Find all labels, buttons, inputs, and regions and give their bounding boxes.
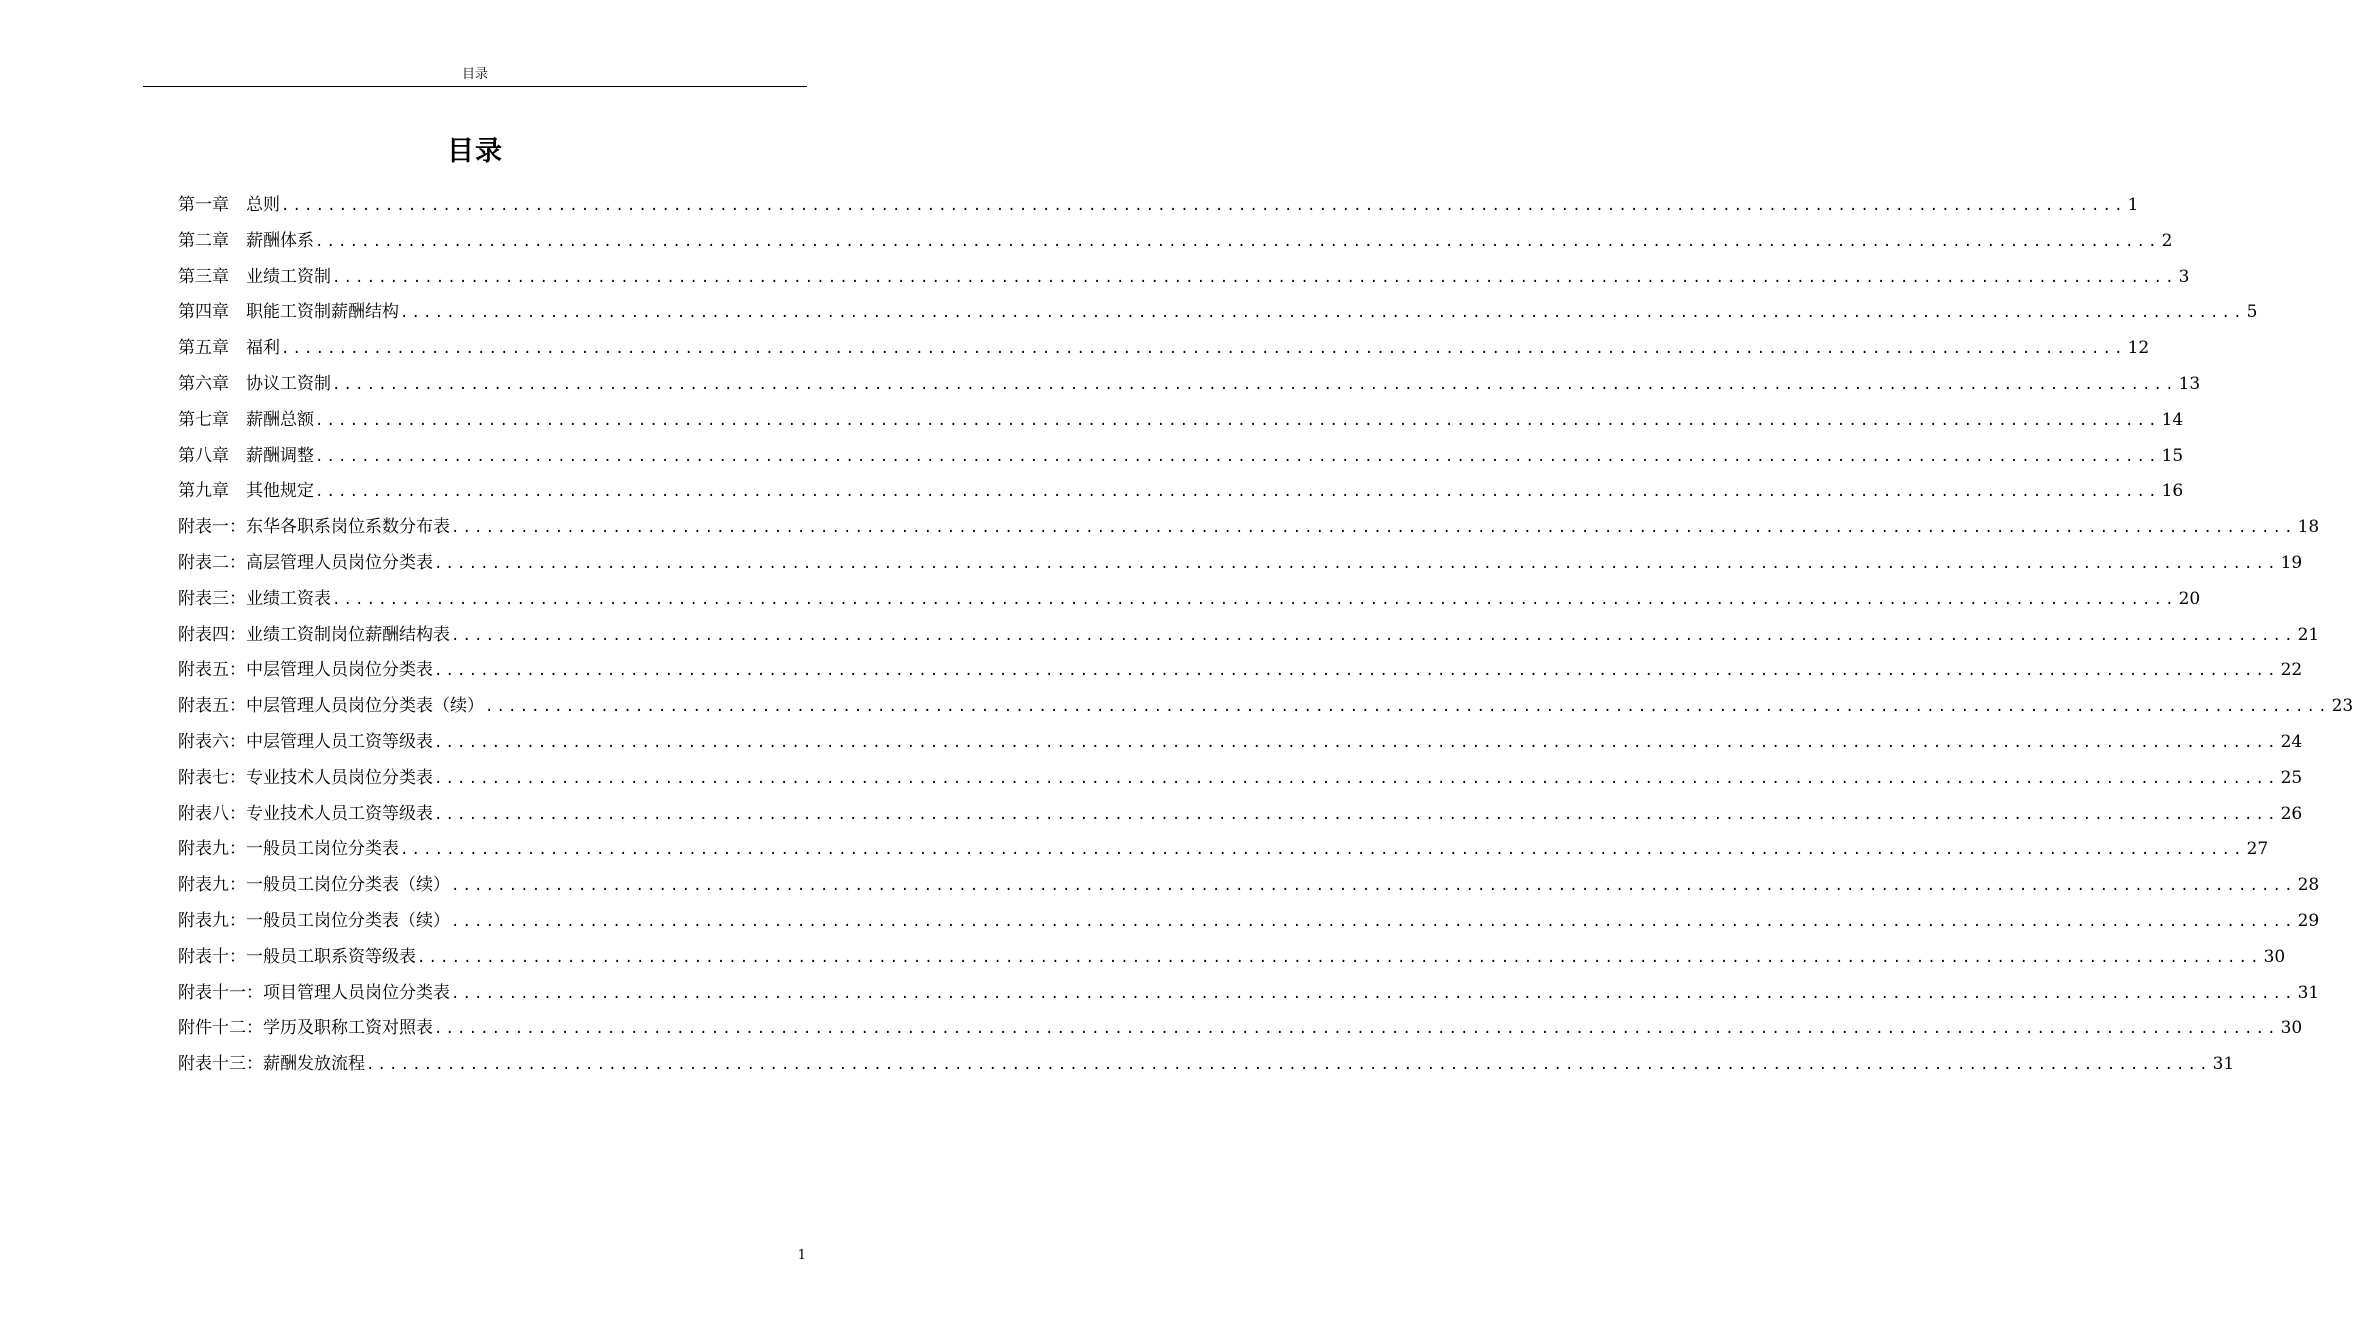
toc-entry-label: 第六章 协议工资制 — [178, 373, 331, 394]
toc-entry-page: 2 — [2161, 230, 2173, 251]
toc-entry[interactable] — [178, 904, 2320, 940]
toc-entry-label: 附表十三：薪酬发放流程 — [178, 1054, 365, 1075]
toc-entry[interactable] — [178, 295, 2258, 331]
running-header: 目录 — [461, 67, 488, 82]
toc-entry-page: 22 — [2280, 660, 2303, 681]
toc-dot-leader: ................................................................................................................................................................ — [332, 376, 2177, 393]
toc-entry-label: 第二章 薪酬体系 — [178, 230, 314, 251]
toc-entry-label: 第一章 总则 — [178, 195, 280, 215]
toc-entry[interactable] — [178, 331, 2150, 367]
toc-entry[interactable] — [178, 403, 2184, 439]
toc-entry[interactable] — [178, 260, 2190, 296]
toc-dot-leader: ................................................................................................................................................................ — [434, 555, 2279, 572]
toc-entry-page: 31 — [2297, 982, 2320, 1003]
toc-entry-page: 16 — [2161, 481, 2184, 502]
toc-entry-page: 21 — [2297, 624, 2320, 645]
toc-entry-label: 附表四：业绩工资制岗位薪酬结构表 — [178, 624, 450, 645]
toc-dot-leader: ................................................................................................................................................................ — [434, 770, 2279, 787]
toc-entry[interactable] — [178, 367, 2201, 403]
toc-entry-page: 30 — [2280, 1018, 2303, 1039]
toc-entry[interactable] — [178, 474, 2184, 510]
toc-entry-label: 附表三：业绩工资表 — [178, 588, 331, 609]
toc-entry-label: 附表二：高层管理人员岗位分类表 — [178, 552, 433, 573]
toc-entry-label: 第四章 职能工资制薪酬结构 — [178, 302, 399, 323]
toc-entry[interactable] — [178, 797, 2303, 833]
toc-dot-leader: ................................................................................................................................................................ — [451, 878, 2296, 895]
toc-entry-label: 第七章 薪酬总额 — [178, 409, 314, 430]
toc-entry[interactable] — [178, 1047, 2235, 1083]
toc-entry-page: 28 — [2297, 875, 2320, 896]
toc-entry-page: 1 — [2127, 195, 2139, 215]
toc-dot-leader: ................................................................................................................................................................ — [315, 412, 2160, 429]
toc-entry[interactable] — [178, 976, 2320, 1012]
toc-entry-label: 附表九：一般员工岗位分类表 — [178, 839, 399, 860]
toc-dot-leader: ................................................................................................................................................................ — [451, 985, 2296, 1002]
toc-entry[interactable] — [178, 546, 2303, 582]
toc-dot-leader: ................................................................................................................................................................ — [485, 699, 2330, 716]
toc-entry-label: 第五章 福利 — [178, 338, 280, 359]
toc-entry-label: 附表七：专业技术人员岗位分类表 — [178, 767, 433, 788]
toc-entry-page: 20 — [2178, 588, 2201, 609]
toc-entry[interactable] — [178, 618, 2320, 654]
toc-entry-label: 附表九：一般员工岗位分类表（续） — [178, 910, 450, 931]
toc-entry[interactable] — [178, 188, 2139, 224]
toc-dot-leader: ................................................................................................................................................................ — [434, 806, 2279, 823]
toc-dot-leader: ................................................................................................................................................................ — [400, 842, 2245, 859]
toc-entry[interactable] — [178, 1011, 2303, 1047]
toc-entry[interactable] — [178, 725, 2303, 761]
toc-entry-page: 19 — [2280, 552, 2303, 573]
toc-entry[interactable] — [178, 582, 2201, 618]
toc-entry[interactable] — [178, 439, 2184, 475]
toc-dot-leader: ................................................................................................................................................................ — [315, 448, 2160, 465]
toc-entry-label: 附表五：中层管理人员岗位分类表 — [178, 660, 433, 681]
toc-dot-leader: ................................................................................................................................................................ — [332, 591, 2177, 608]
toc-entry-page: 14 — [2161, 409, 2184, 430]
toc-entry-page: 18 — [2297, 517, 2320, 538]
toc-dot-leader: ................................................................................................................................................................ — [315, 233, 2160, 250]
toc-dot-leader: ................................................................................................................................................................ — [451, 520, 2296, 537]
toc-entry-label: 第三章 业绩工资制 — [178, 266, 331, 287]
table-of-contents — [178, 188, 2353, 1083]
toc-entry[interactable] — [178, 940, 2286, 976]
toc-entry-label: 附表九：一般员工岗位分类表（续） — [178, 875, 450, 896]
toc-entry-page: 3 — [2178, 266, 2190, 287]
toc-entry[interactable] — [178, 653, 2303, 689]
toc-dot-leader: ................................................................................................................................................................ — [366, 1057, 2211, 1074]
toc-entry[interactable] — [178, 510, 2320, 546]
toc-dot-leader: ................................................................................................................................................................ — [434, 663, 2279, 680]
toc-dot-leader: ................................................................................................................................................................ — [417, 949, 2262, 966]
toc-entry[interactable] — [178, 761, 2303, 797]
toc-entry-page: 5 — [2246, 302, 2258, 323]
toc-entry-label: 第九章 其他规定 — [178, 481, 314, 502]
toc-entry-label: 附件十二：学历及职称工资对照表 — [178, 1018, 433, 1039]
toc-dot-leader: ................................................................................................................................................................ — [281, 198, 2126, 214]
toc-entry-label: 附表十一：项目管理人员岗位分类表 — [178, 982, 450, 1003]
toc-dot-leader: ................................................................................................................................................................ — [400, 305, 2245, 322]
toc-entry[interactable] — [178, 832, 2269, 868]
toc-dot-leader: ................................................................................................................................................................ — [434, 1021, 2279, 1038]
toc-entry-label: 附表六：中层管理人员工资等级表 — [178, 731, 433, 752]
toc-entry[interactable] — [178, 689, 2353, 725]
toc-dot-leader: ................................................................................................................................................................ — [451, 627, 2296, 644]
toc-entry-page: 29 — [2297, 910, 2320, 931]
toc-entry-page: 30 — [2263, 946, 2286, 967]
toc-entry-page: 23 — [2331, 696, 2353, 717]
toc-entry-page: 31 — [2212, 1054, 2235, 1075]
toc-dot-leader: ................................................................................................................................................................ — [315, 484, 2160, 501]
toc-entry-page: 25 — [2280, 767, 2303, 788]
toc-entry-page: 26 — [2280, 803, 2303, 824]
toc-entry-label: 第八章 薪酬调整 — [178, 445, 314, 466]
toc-entry-page: 27 — [2246, 839, 2269, 860]
toc-entry-page: 15 — [2161, 445, 2184, 466]
toc-entry[interactable] — [178, 224, 2173, 260]
toc-entry-page: 24 — [2280, 731, 2303, 752]
toc-dot-leader: ................................................................................................................................................................ — [332, 269, 2177, 286]
toc-entry-label: 附表一：东华各职系岗位系数分布表 — [178, 517, 450, 538]
toc-entry-label: 附表八：专业技术人员工资等级表 — [178, 803, 433, 824]
page-number: 1 — [797, 1248, 806, 1263]
toc-entry-page: 12 — [2127, 338, 2150, 359]
toc-entry-label: 附表十：一般员工职系资等级表 — [178, 946, 416, 967]
toc-entry-label: 附表五：中层管理人员岗位分类表（续） — [178, 696, 484, 717]
toc-entry-page: 13 — [2178, 373, 2201, 394]
toc-dot-leader: ................................................................................................................................................................ — [434, 734, 2279, 751]
toc-dot-leader: ................................................................................................................................................................ — [281, 341, 2126, 358]
toc-dot-leader: ................................................................................................................................................................ — [451, 913, 2296, 930]
header-divider — [143, 86, 807, 87]
page-title: 目录 — [447, 136, 503, 167]
toc-entry[interactable] — [178, 868, 2320, 904]
